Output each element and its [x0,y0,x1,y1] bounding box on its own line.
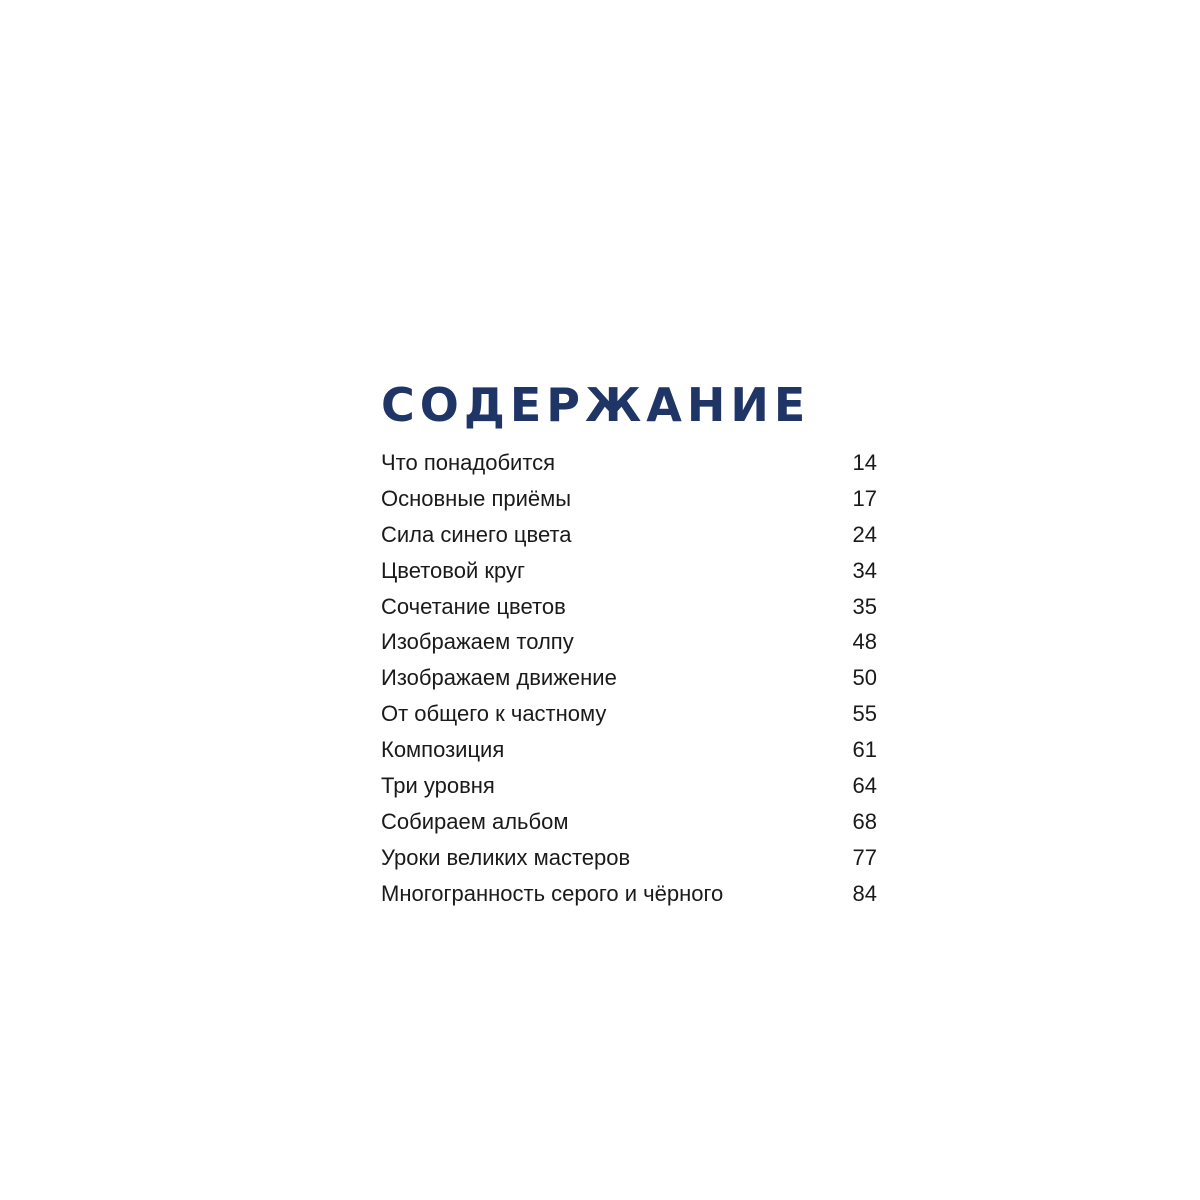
toc-entry-page: 34 [852,557,877,583]
table-of-contents [381,372,881,917]
toc-entry-label: От общего к частному [381,701,607,727]
toc-entry-page: 61 [852,737,877,763]
toc-entry [381,809,881,845]
toc-entry-page: 55 [852,701,877,727]
toc-entry-page: 64 [852,773,877,799]
toc-entry-label: Сила синего цвета [381,521,572,547]
toc-entry-label: Три уровня [381,773,495,799]
toc-entry-label: Собираем альбом [381,808,569,834]
toc-entry-page: 14 [852,450,877,475]
toc-entry [381,737,881,773]
toc-entry [381,522,881,558]
toc-entry-page: 50 [852,665,877,691]
toc-entry [381,773,881,809]
toc-entry-label: Сочетание цветов [381,593,566,619]
toc-entry [381,665,881,701]
toc-entry-page: 17 [852,485,877,511]
toc-entry-page: 24 [852,521,877,547]
toc-entry [381,629,881,665]
toc-entry-page: 48 [852,629,877,655]
toc-entry [381,558,881,594]
toc-list [381,450,881,917]
toc-entry-page: 77 [852,844,877,870]
toc-title: СОДЕРЖАНИЕ [381,378,811,432]
toc-entry [381,881,881,917]
toc-entry [381,701,881,737]
toc-entry-label: Что понадобится [381,450,556,475]
toc-entry-page: 84 [852,880,877,906]
toc-entry [381,486,881,522]
toc-entry [381,450,881,486]
toc-entry-label: Композиция [381,737,505,763]
toc-entry-label: Уроки великих мастеров [381,844,631,870]
toc-entry-label: Изображаем толпу [381,629,574,655]
toc-entry-label: Основные приёмы [381,485,572,511]
toc-entry-label: Изображаем движение [381,665,617,691]
toc-entry-label: Многогранность серого и чёрного [381,880,724,906]
toc-entry-page: 68 [852,808,877,834]
toc-entry-label: Цветовой круг [381,557,525,583]
toc-entry [381,594,881,630]
toc-entry [381,845,881,881]
toc-entry-page: 35 [852,593,877,619]
